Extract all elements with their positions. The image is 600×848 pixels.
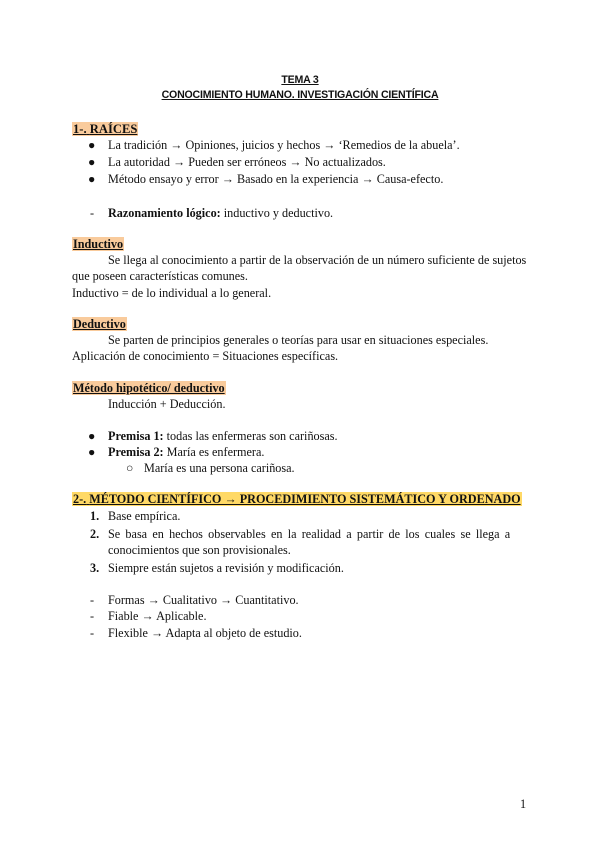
section-2-title: MÉTODO CIENTÍFICO → PROCEDIMIENTO SISTEMÁTICO Y ORDENADO <box>89 492 521 506</box>
list-item-text: María es enfermera. <box>163 445 265 459</box>
list-number: 2. <box>90 527 100 541</box>
list-item: María es una persona cariñosa. <box>144 461 295 475</box>
bullet-icon: ● <box>88 138 96 152</box>
list-item <box>108 444 264 460</box>
paragraph-line: Inductivo = de lo individual a lo general. <box>72 286 272 300</box>
list-item: Siempre están sujetos a revisión y modificación. <box>108 561 344 575</box>
subheading-text: Deductivo <box>73 317 126 331</box>
subheading-text: Inductivo <box>73 237 124 251</box>
subheading-text: Método hipotético/ deductivo <box>73 381 225 395</box>
topic-number: TEMA 3 <box>281 74 319 86</box>
paragraph-line: Se llega al conocimiento a partir de la observación de un número suficiente de sujetos <box>108 253 527 267</box>
dash-icon: - <box>90 593 95 607</box>
bullet-icon: ● <box>88 429 96 443</box>
section-2-number: 2-. <box>73 492 87 506</box>
list-item-text: todas las enfermeras son cariñosas. <box>163 429 338 443</box>
list-item: Base empírica. <box>108 509 181 523</box>
paragraph-line: Aplicación de conocimiento = Situaciones específicas. <box>72 349 339 363</box>
list-item-line: conocimientos que son provisionales. <box>108 543 291 557</box>
subheading-hipotetico <box>72 380 226 396</box>
section-1-heading <box>72 121 138 137</box>
list-item-line: Se basa en hechos observables en la realidad a partir de los cuales se llega a <box>108 527 511 541</box>
bullet-icon: ● <box>88 155 96 169</box>
subheading-deductivo <box>72 316 127 332</box>
dash-icon: - <box>90 206 95 220</box>
list-item-text: inductivo y deductivo. <box>220 206 334 220</box>
list-item-bold: Premisa 2: <box>108 445 164 459</box>
paragraph-line: que poseen características comunes. <box>72 269 248 283</box>
paragraph-line: Se parten de principios generales o teorías para usar en situaciones especiales. <box>108 333 489 347</box>
list-item: Flexible → Adapta al objeto de estudio. <box>108 626 302 640</box>
section-1-title: RAÍCES <box>89 122 138 136</box>
list-item-bold: Premisa 1: <box>108 429 164 443</box>
paragraph-line: Inducción + Deducción. <box>108 397 226 411</box>
list-item: Fiable → Aplicable. <box>108 609 207 623</box>
list-item: Método ensayo y error → Basado en la experiencia → Causa-efecto. <box>108 172 444 186</box>
bullet-icon: ● <box>88 172 96 186</box>
list-item <box>108 205 333 221</box>
list-number: 3. <box>90 561 100 575</box>
dash-icon: - <box>90 626 95 640</box>
list-number: 1. <box>90 509 100 523</box>
list-item: Formas → Cualitativo → Cuantitativo. <box>108 593 299 607</box>
list-item: La autoridad → Pueden ser erróneos → No actualizados. <box>108 155 386 169</box>
bullet-icon: ● <box>88 445 96 459</box>
page-number: 1 <box>520 797 527 811</box>
section-1-number: 1-. <box>73 122 87 136</box>
circle-bullet-icon: ○ <box>126 461 134 475</box>
dash-icon: - <box>90 609 95 623</box>
document-title: CONOCIMIENTO HUMANO. INVESTIGACIÓN CIENTÍFICA <box>161 89 439 101</box>
section-2-heading <box>72 491 522 507</box>
list-item-bold: Razonamiento lógico: <box>108 206 221 220</box>
list-item: La tradición → Opiniones, juicios y hechos → ‘Remedios de la abuela’. <box>108 138 460 152</box>
subheading-inductivo <box>72 236 124 252</box>
list-item <box>108 428 338 444</box>
